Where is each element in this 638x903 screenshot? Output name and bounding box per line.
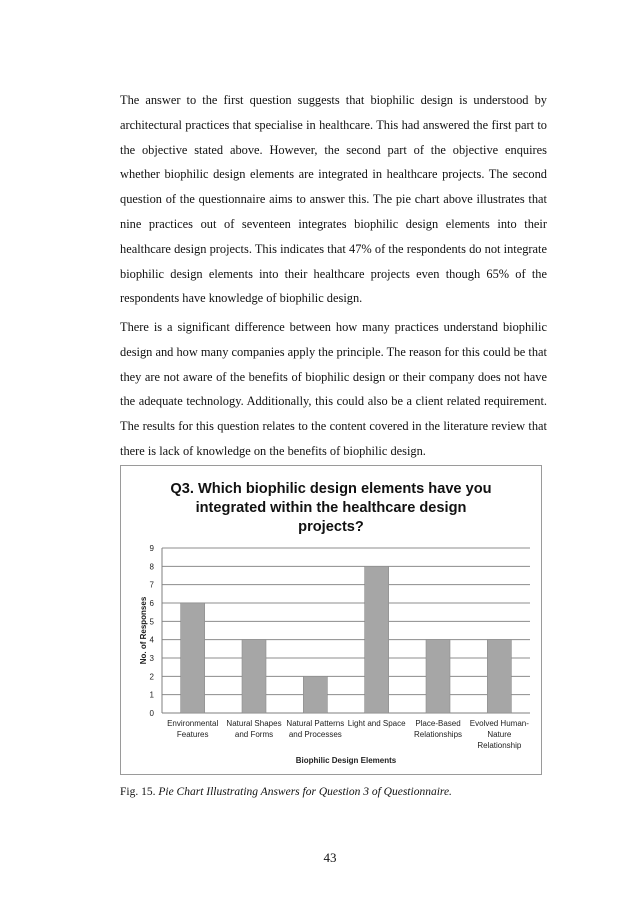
y-tick-label-0: 0: [149, 709, 154, 718]
body-paragraph-1: The answer to the first question suggests that biophilic design is understood by architectural practices that specialise in healthcare. This had answered the first part to the objective stated above. However, the second part of the objective enquires whether biophilic design elements are integrated in healthcare projects. The second question of the questionnaire aims to answer this. The pie chart above illustrates that nine practices out of seventeen integrates biophilic design elements into their healthcare design projects. This indicates that 47% of the respondents do not integrate biophilic design elements into their healthcare projects even though 65% of the respondents have knowledge of biophilic design.: [120, 93, 547, 306]
x-category-label-6: Nature: [487, 730, 512, 739]
x-category-label-5: Place-Based: [415, 719, 461, 728]
y-tick-label-9: 9: [149, 544, 154, 553]
chart-title-line-1: Q3. Which biophilic design elements have you: [170, 481, 492, 497]
y-tick-label-1: 1: [149, 690, 154, 700]
body-paragraph-2: There is a significant difference between how many practices understand biophilic design and how many companies apply the principle. The reason for this could be that they are not aware of the benefits of biophilic design or their company does not have the adequate technology. Additionally, this could also be a client related requirement. The results for this question relates to the content covered in the literature review that there is lack of knowledge on the benefits of biophilic design.: [120, 320, 547, 458]
x-category-label-6: Relationship: [477, 741, 522, 750]
bar-2: [242, 640, 266, 713]
x-category-label-3: Natural Patterns: [286, 719, 345, 728]
y-tick-label-4: 4: [149, 635, 154, 645]
y-tick-label-6: 6: [149, 599, 154, 608]
x-category-label-3: and Processes: [288, 730, 342, 739]
page-number: 43: [323, 850, 337, 865]
bar-6: [487, 640, 511, 713]
x-axis-title: Biophilic Design Elements: [295, 756, 397, 765]
bar-3: [303, 676, 327, 713]
x-category-label-6: Evolved Human-: [469, 719, 529, 728]
x-category-label-1: Features: [176, 730, 209, 739]
chart-title-line-3: projects?: [298, 519, 364, 535]
x-category-label-5: Relationships: [413, 730, 463, 739]
bar-1: [181, 603, 205, 713]
bar-chart-figure: [120, 465, 542, 775]
y-tick-label-7: 7: [149, 580, 154, 590]
y-tick-label-2: 2: [149, 672, 154, 682]
figure-caption-text: Pie Chart Illustrating Answers for Question 3 of Questionnaire.: [158, 786, 452, 798]
bar-chart: [121, 466, 541, 774]
figure-caption: [120, 786, 452, 798]
figure-label: Fig. 15.: [120, 786, 156, 798]
x-category-label-4: Light and Space: [347, 719, 406, 728]
bar-4: [365, 566, 389, 713]
chart-title-line-2: integrated within the healthcare design: [195, 500, 467, 516]
bar-5: [426, 640, 450, 713]
y-tick-label-5: 5: [149, 617, 154, 627]
x-category-label-1: Environmental: [167, 719, 219, 728]
x-category-label-2: Natural Shapes: [226, 719, 282, 728]
x-category-label-2: and Forms: [234, 730, 274, 739]
y-axis-title: No. of Responses: [139, 596, 148, 665]
y-tick-label-8: 8: [149, 562, 154, 572]
y-tick-label-3: 3: [149, 654, 154, 663]
